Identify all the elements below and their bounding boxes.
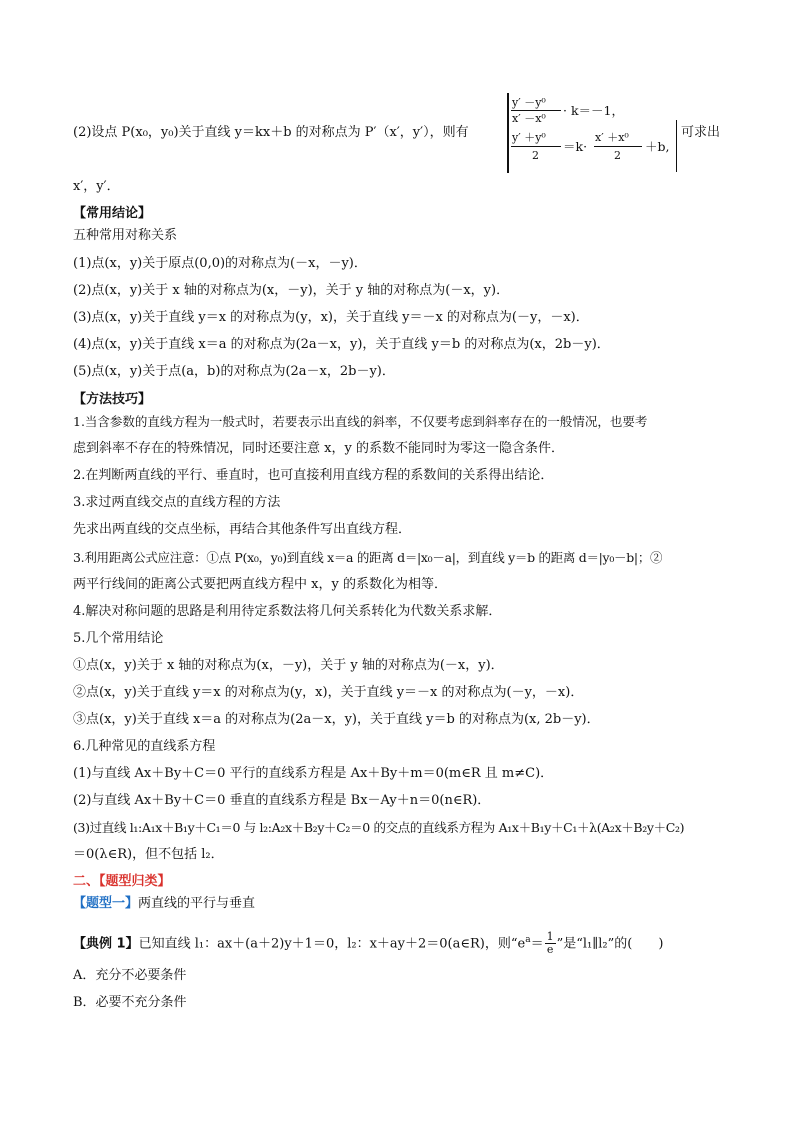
methods-line-11: ②点(x，y)关于直线 y＝x 的对称点为(y，x)，关于直线 y＝－x 的对称点为(－y，－x)． xyxy=(73,685,584,700)
section2-heading xyxy=(73,873,171,891)
common-title: 五种常用对称关系 xyxy=(73,228,178,243)
example1-frac-num: 1 xyxy=(546,930,554,944)
methods-line-3: 2.在判断两直线的平行、垂直时，也可直接利用直线方程的系数间的关系得出结论． xyxy=(73,468,554,483)
p2-line2: x′，y′． xyxy=(73,179,120,194)
methods-line-13: 6.几种常见的直线系方程 xyxy=(73,739,216,754)
example1-text-c: ”是“l₁∥l₂”的( ) xyxy=(556,936,664,952)
example1-text-a: 已知直线 l₁：ax＋(a＋2)y＋1＝0，l₂：x＋ay＋2＝0(a∈R)，则“e xyxy=(138,936,526,952)
common-item-4: (4)点(x，y)关于直线 x＝a 的对称点为(2a－x，y)，关于直线 y＝b 的对称点为(x，2b－y)． xyxy=(73,337,610,352)
example1-stem xyxy=(73,931,663,956)
system-mid-2: ＝k· xyxy=(563,139,588,154)
common-item-3: (3)点(x，y)关于直线 y＝x 的对称点为(y，x)，关于直线 y＝－x 的对称点为(－y，－x)． xyxy=(73,310,589,325)
type1-title: 两直线的平行与垂直 xyxy=(138,896,256,911)
example1-option-a: A．充分不必要条件 xyxy=(73,968,187,983)
system-den-3: 2 xyxy=(614,149,621,162)
example1-option-b: B．必要不充分条件 xyxy=(73,995,187,1010)
methods-line-17: ＝0(λ∈R)，但不包括 l₂． xyxy=(73,847,224,862)
section2-label: 【题型归类】 xyxy=(99,874,171,889)
methods-line-6: 3.利用距离公式应注意：①点 P(x₀，y₀)到直线 x＝a 的距离 d＝|x₀－a|，到直线 y＝b 的距离 d＝|y₀－b|；② xyxy=(73,550,663,565)
type1-label: 【题型一】 xyxy=(73,896,139,911)
common-heading: 【常用结论】 xyxy=(73,206,152,221)
methods-line-1: 1.当含参数的直线方程为一般式时，若要表示出直线的斜率，不仅要考虑到斜率存在的一般情况，也要考 xyxy=(73,414,648,429)
system-num-3: x′ ＋x⁰ xyxy=(595,131,629,144)
methods-heading: 【方法技巧】 xyxy=(73,392,152,407)
methods-line-4: 3.求过两直线交点的直线方程的方法 xyxy=(73,495,281,510)
common-item-1: (1)点(x，y)关于原点(0,0)的对称点为(－x，－y)． xyxy=(73,256,367,271)
system-num-1: y′ －y⁰ xyxy=(512,96,546,109)
system-num-2: y′ ＋y⁰ xyxy=(512,131,546,144)
p2-trail: 可求出 xyxy=(681,125,721,140)
methods-line-12: ③点(x，y)关于直线 x＝a 的对称点为(2a－x，y)，关于直线 y＝b 的对称点为(x, 2b－y)． xyxy=(73,712,600,727)
methods-line-16: (3)过直线 l₁:A₁x＋B₁y＋C₁＝0 与 l₂:A₂x＋B₂y＋C₂＝0 的交点的直线系方程为 A₁x＋B₁y＋C₁＋λ(A₂x＋B₂y＋C₂) xyxy=(73,820,685,835)
system-fraction-bar-3 xyxy=(594,146,642,147)
common-item-2: (2)点(x，y)关于 x 轴的对称点为(x，－y)，关于 y 轴的对称点为(－x，y)． xyxy=(73,283,510,298)
system-fraction-bar-2 xyxy=(511,146,561,147)
methods-line-2: 虑到斜率不存在的特殊情况，同时还要注意 x，y 的系数不能同时为零这一隐含条件． xyxy=(73,441,564,456)
methods-line-9: 5.几个常用结论 xyxy=(73,631,164,646)
methods-line-14: (1)与直线 Ax＋By＋C＝0 平行的直线系方程是 Ax＋By＋m＝0(m∈R 且 m≠C)． xyxy=(73,766,554,781)
example1-frac-den: e xyxy=(546,943,554,957)
common-item-5: (5)点(x，y)关于点(a，b)的对称点为(2a－x，2b－y)． xyxy=(73,364,395,379)
methods-line-15: (2)与直线 Ax＋By＋C＝0 垂直的直线系方程是 Bx－Ay＋n＝0(n∈R)． xyxy=(73,793,491,808)
system-den-1: x′ －x⁰ xyxy=(512,112,546,125)
methods-line-10: ①点(x，y)关于 x 轴的对称点为(x，－y)，关于 y 轴的对称点为(－x，y)． xyxy=(73,658,504,673)
system-fraction-bar-1 xyxy=(511,110,561,111)
system-tail-1: · k＝－1， xyxy=(563,103,624,118)
type1-heading xyxy=(73,895,255,913)
methods-line-8: 4.解决对称问题的思路是利用待定系数法将几何关系转化为代数关系求解． xyxy=(73,604,502,619)
section2-prefix: 二、 xyxy=(73,874,100,889)
p2-lead: (2)设点 P(x₀，y₀)关于直线 y＝kx＋b 的对称点为 P′（x′，y′），则有 xyxy=(73,125,469,140)
example1-sup: a xyxy=(525,935,531,945)
methods-line-5: 先求出两直线的交点坐标，再结合其他条件写出直线方程． xyxy=(73,522,412,537)
example1-text-b: ＝ xyxy=(530,936,544,952)
system-den-2: 2 xyxy=(532,149,539,162)
methods-line-7: 两平行线间的距离公式要把两直线方程中 x，y 的系数化为相等． xyxy=(73,577,447,592)
system-close-bar xyxy=(676,120,677,172)
example1-fraction xyxy=(545,931,556,956)
system-tail-2: ＋b, xyxy=(645,139,670,154)
system-brace xyxy=(507,93,509,173)
example1-label: 【典例 1】 xyxy=(73,936,139,952)
